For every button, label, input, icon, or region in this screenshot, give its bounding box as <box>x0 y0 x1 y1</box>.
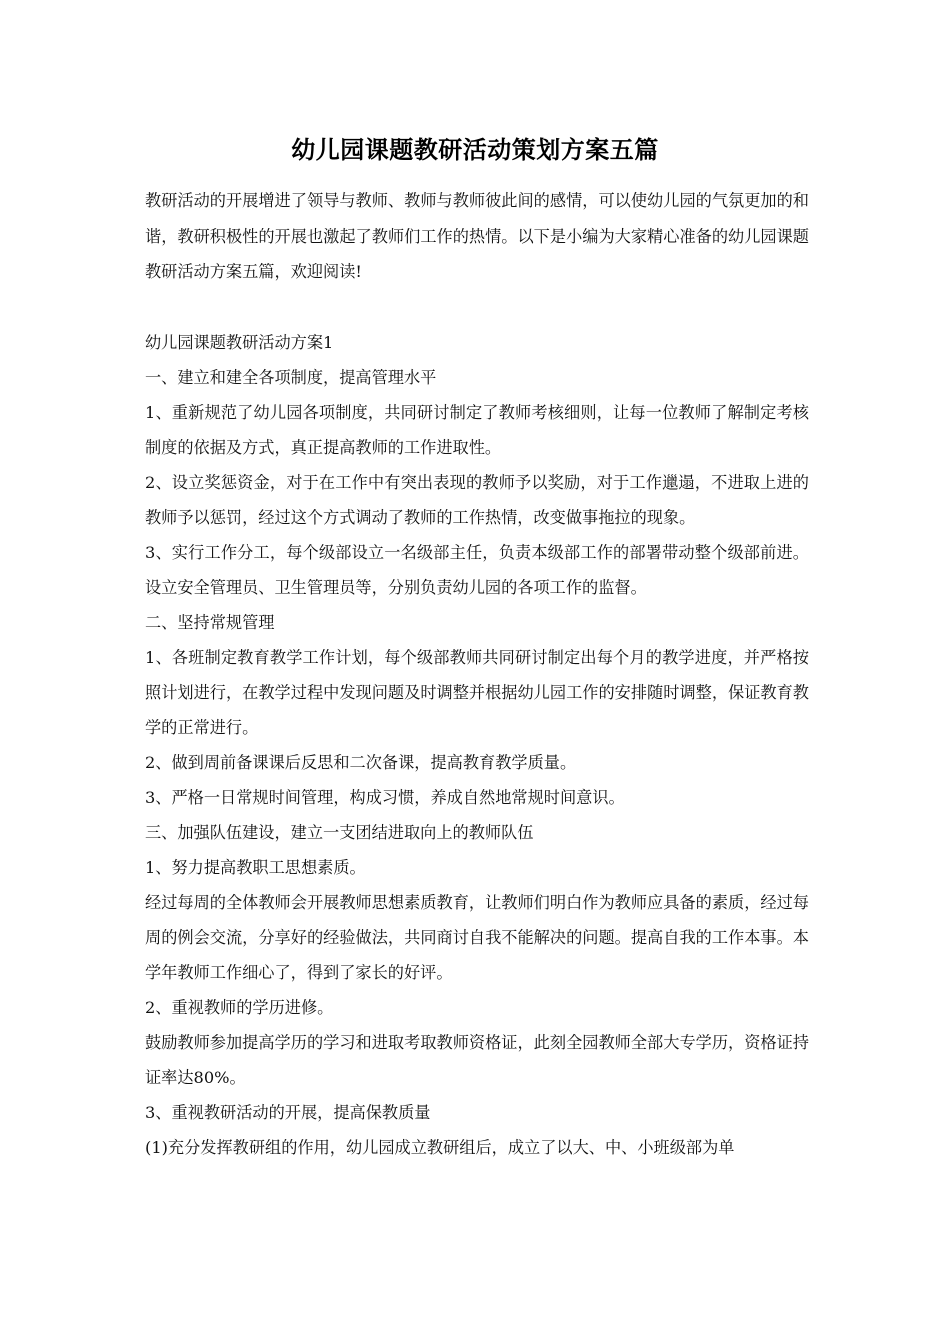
document-title: 幼儿园课题教研活动策划方案五篇 <box>291 135 659 164</box>
subsection-heading: 二、坚持常规管理 <box>145 612 275 632</box>
body-paragraph: 经过每周的全体教师会开展教师思想素质教育，让教师们明白作为教师应具备的素质，经过每周的例会交流，分享好的经验做法，共同商讨自我不能解决的问题。提高自我的工作本事。本学年教师工作细心了，得到了家长的好评。 <box>145 892 809 982</box>
body-paragraph: (1)充分发挥教研组的作用，幼儿园成立教研组后，成立了以大、中、小班级部为单 <box>145 1137 735 1157</box>
body-paragraph: 鼓励教师参加提高学历的学习和进取考取教师资格证，此刻全园教师全部大专学历，资格证持证率达80%。 <box>145 1032 809 1087</box>
body-paragraph: 2、做到周前备课课后反思和二次备课，提高教育教学质量。 <box>145 752 577 772</box>
body-paragraph: 1、努力提高教职工思想素质。 <box>145 857 366 877</box>
intro-paragraph: 教研活动的开展增进了领导与教师、教师与教师彼此间的感情，可以使幼儿园的气氛更加的和谐，教研积极性的开展也激起了教师们工作的热情。以下是小编为大家精心准备的幼儿园课题教研活动方案五篇，欢迎阅读! <box>145 191 809 281</box>
body-paragraph: 3、严格一日常规时间管理，构成习惯，养成自然地常规时间意识。 <box>145 787 625 807</box>
body-paragraph: 3、重视教研活动的开展，提高保教质量 <box>145 1102 431 1122</box>
section-heading: 幼儿园课题教研活动方案1 <box>145 332 334 352</box>
document-body <box>145 183 809 1165</box>
subsection-heading: 一、建立和建全各项制度，提高管理水平 <box>145 367 437 387</box>
body-paragraph: 1、各班制定教育教学工作计划，每个级部教师共同研讨制定出每个月的教学进度，并严格按照计划进行，在教学过程中发现问题及时调整并根据幼儿园工作的安排随时调整，保证教育教学的正常进行。 <box>145 647 809 737</box>
body-paragraph: 3、实行工作分工，每个级部设立一名级部主任，负责本级部工作的部署带动整个级部前进。设立安全管理员、卫生管理员等，分别负责幼儿园的各项工作的监督。 <box>145 542 809 597</box>
body-paragraph: 2、重视教师的学历进修。 <box>145 997 334 1017</box>
body-paragraph: 1、重新规范了幼儿园各项制度，共同研讨制定了教师考核细则，让每一位教师了解制定考核制度的依据及方式，真正提高教师的工作进取性。 <box>145 402 809 457</box>
subsection-heading: 三、加强队伍建设，建立一支团结进取向上的教师队伍 <box>145 822 534 842</box>
body-paragraph: 2、设立奖惩资金，对于在工作中有突出表现的教师予以奖励，对于工作邋遢，不进取上进的教师予以惩罚，经过这个方式调动了教师的工作热情，改变做事拖拉的现象。 <box>145 472 809 527</box>
paragraph-spacer <box>145 290 809 325</box>
